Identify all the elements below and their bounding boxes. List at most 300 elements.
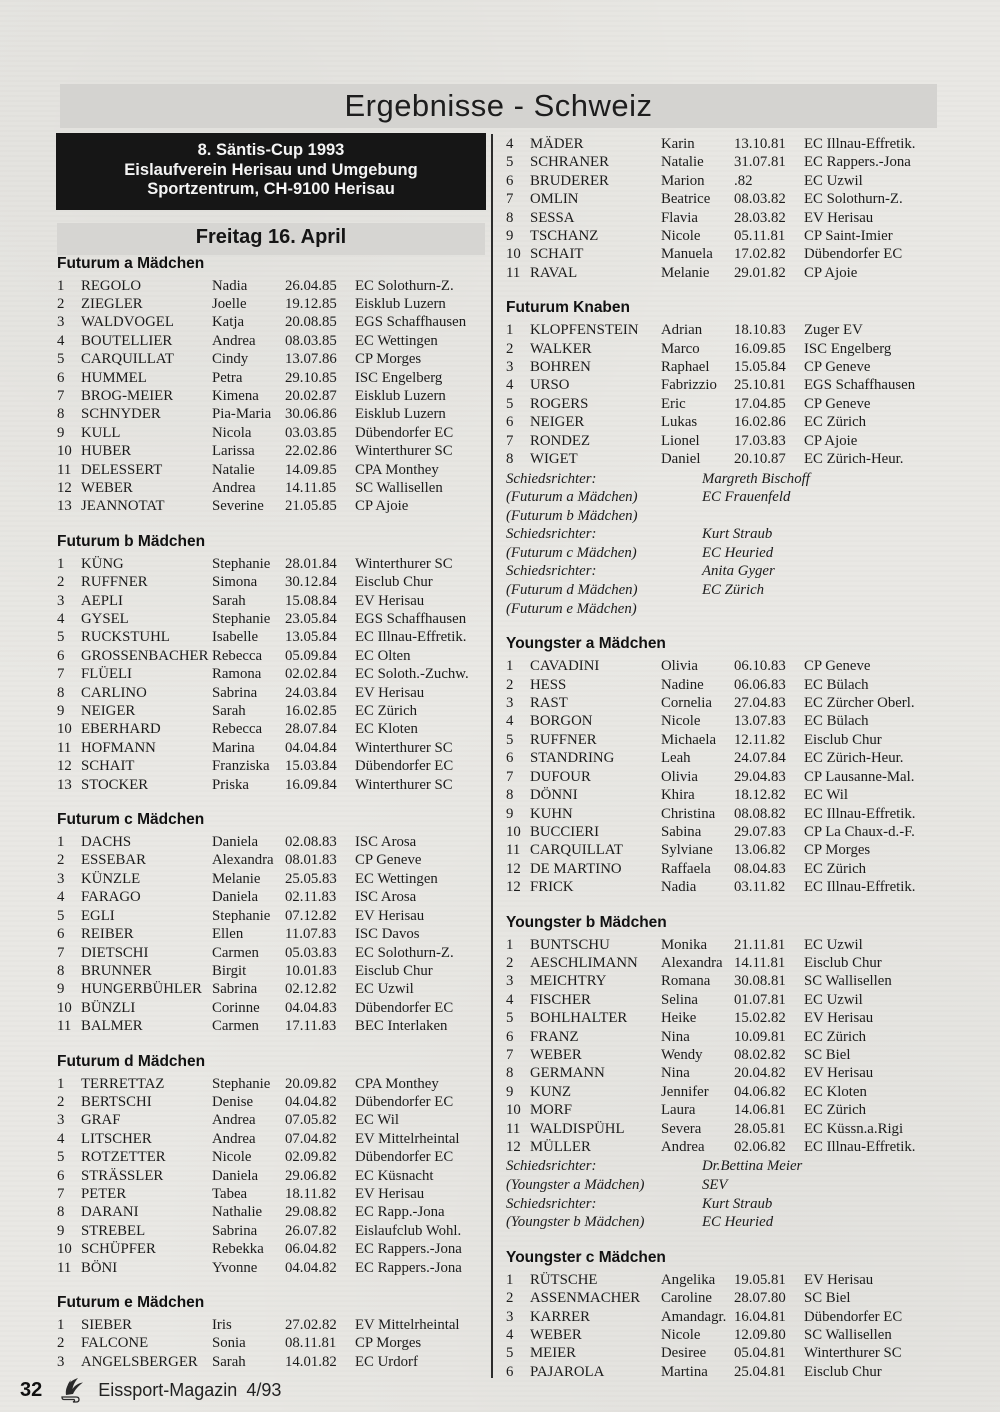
cell-rank: 3 [57,592,65,609]
result-row [57,277,485,295]
right-blocks [506,135,958,1381]
cell-rank: 11 [57,461,72,478]
result-section [57,1294,485,1371]
cell-club: SC Biel [804,1290,851,1307]
cell-surname: DELESSERT [81,461,163,478]
cell-surname: DARANI [81,1204,139,1221]
cell-rank: 9 [506,805,514,822]
cell-rank: 7 [57,1185,65,1202]
cell-club: EV Herisau [804,1010,874,1027]
result-row [57,1017,485,1035]
cell-rank: 9 [57,424,65,441]
cell-firstname: Rebecca [212,647,263,664]
cell-firstname: Amandagr. [661,1308,727,1325]
cell-firstname: Iris [212,1317,232,1333]
cell-rank: 11 [57,739,72,756]
result-row [506,823,958,841]
cell-firstname: Cindy [212,351,249,368]
cell-rank: 5 [506,395,514,412]
cell-club: EV Herisau [804,209,874,226]
cell-club: Eisclub Chur [355,962,433,979]
cell-club: Eisclub Chur [804,954,882,971]
cell-club: EC Wil [355,1112,399,1129]
result-row [57,1148,485,1166]
cell-birthdate: 18.12.82 [734,787,786,804]
result-row [57,461,485,479]
result-section [506,135,958,282]
cell-birthdate: 05.11.81 [734,228,786,245]
official-label: Schiedsrichter: [506,470,597,487]
result-row [57,573,485,591]
cell-rank: 12 [506,879,521,896]
official-value: Margreth Bischoff [702,470,810,487]
cell-club: EC Solothurn-Z. [804,191,903,208]
cell-birthdate: 05.04.81 [734,1345,786,1362]
result-row [57,424,485,442]
cell-birthdate: 26.04.85 [285,277,337,294]
cell-firstname: Denise [212,1093,254,1110]
cell-surname: LITSCHER [81,1130,152,1147]
cell-firstname: Severine [212,498,264,515]
cell-birthdate: .82 [734,172,753,189]
cell-birthdate: 28.01.84 [285,555,337,572]
cell-firstname: Rebekka [212,1241,264,1258]
cell-surname: CAVADINI [530,658,600,675]
cell-rank: 1 [57,834,65,851]
result-row [57,592,485,610]
cell-rank: 2 [57,295,65,312]
cell-surname: SCHRANER [530,154,609,171]
right-column [493,134,1000,1378]
cell-birthdate: 17.03.83 [734,432,786,449]
cell-club: Winterthurer SC [804,1345,902,1362]
section-title: Futurum d Mädchen [57,1052,206,1070]
cell-birthdate: 14.01.82 [285,1353,337,1370]
cell-rank: 4 [506,136,514,152]
official-label: (Futurum b Mädchen) [506,507,638,524]
cell-surname: GRAF [81,1112,121,1129]
result-row [506,749,958,767]
cell-rank: 1 [57,555,65,572]
result-section [57,533,485,794]
result-row [506,340,958,358]
cell-club: EC Küsnacht [355,1167,434,1184]
cell-rank: 10 [506,246,521,263]
cell-firstname: Romana [661,973,711,990]
cell-rank: 1 [57,277,65,294]
cell-rank: 5 [506,731,514,748]
cell-club: Dübendorfer EC [804,246,903,263]
cell-rank: 3 [57,870,65,887]
cell-birthdate: 25.10.81 [734,377,786,394]
cell-club: Eisclub Chur [804,731,882,748]
cell-birthdate: 07.05.82 [285,1112,337,1129]
cell-surname: BOUTELLIER [81,332,173,349]
cell-birthdate: 13.05.84 [285,629,337,646]
cell-surname: RONDEZ [530,432,591,449]
result-row [506,878,958,896]
result-row [506,1326,958,1344]
cell-firstname: Manuela [661,246,713,263]
cell-birthdate: 10.09.81 [734,1028,786,1045]
cell-firstname: Nicole [661,713,701,730]
cell-surname: SCHÜPFER [81,1241,156,1258]
cell-surname: HOFMANN [81,739,156,756]
cell-club: Eisklub Luzern [355,295,446,312]
cell-birthdate: 14.06.81 [734,1102,786,1119]
cell-firstname: Sabrina [212,1222,258,1239]
result-section [506,635,958,896]
cell-rank: 1 [57,1075,65,1092]
cell-surname: WALKER [530,340,592,357]
result-row [506,860,958,878]
cell-rank: 11 [506,842,521,859]
cell-birthdate: 06.06.83 [734,676,786,693]
cell-club: Dübendorfer EC [355,424,454,441]
cell-club: EC Illnau-Effretik. [804,879,916,896]
cell-firstname: Nicole [661,1327,701,1343]
result-row [506,135,958,153]
cell-surname: WIGET [530,451,578,468]
cell-surname: BUNTSCHU [530,936,610,953]
cell-firstname: Andrea [212,479,256,496]
cell-birthdate: 25.05.83 [285,870,337,887]
cell-birthdate: 17.11.83 [285,1018,337,1035]
cell-rank: 10 [57,721,72,738]
official-line [506,488,958,507]
cell-club: Winterthurer SC [355,776,453,793]
cell-birthdate: 07.12.82 [285,907,337,924]
cell-club: Eisklub Luzern [355,387,446,404]
cell-firstname: Sonia [212,1335,246,1352]
cell-surname: KULL [81,424,121,441]
cell-firstname: Marina [212,739,255,756]
official-line [506,1176,958,1195]
result-row [57,888,485,906]
cell-rank: 2 [57,574,65,591]
cell-birthdate: 17.02.82 [734,246,786,263]
cell-surname: TERRETTAZ [81,1075,165,1092]
cell-birthdate: 13.06.82 [734,842,786,859]
cell-firstname: Carmen [212,944,259,961]
cell-surname: HESS [530,676,567,693]
result-row [57,1167,485,1185]
result-row [506,1308,958,1326]
page-title [60,84,937,128]
cell-rank: 2 [506,340,514,357]
cell-club: EC Rapp.-Jona [355,1204,445,1221]
cell-surname: STOCKER [81,776,149,793]
cell-birthdate: 08.11.81 [285,1335,337,1352]
cell-birthdate: 02.12.82 [285,981,337,998]
cell-firstname: Nathalie [212,1204,263,1221]
result-row [506,786,958,804]
cell-club: CP Saint-Imier [804,228,893,245]
cell-rank: 5 [506,1345,514,1362]
cell-club: ISC Arosa [355,889,417,906]
cell-rank: 2 [57,852,65,869]
cell-birthdate: 17.04.85 [734,395,786,412]
cell-firstname: Nicole [212,1149,252,1166]
cell-firstname: Flavia [661,209,698,226]
result-row [57,1185,485,1203]
cell-birthdate: 28.07.84 [285,721,337,738]
cell-club: EC Rappers.-Jona [355,1259,462,1276]
cell-surname: TSCHANZ [530,228,599,245]
cell-rank: 7 [57,387,65,404]
skate-wing-icon [56,1377,86,1404]
cell-surname: DE MARTINO [530,860,622,877]
cell-firstname: Eric [661,395,686,412]
official-value [702,507,958,526]
cell-club: Zuger EV [804,322,863,339]
cell-surname: MEIER [530,1345,577,1362]
cell-club: ISC Engelberg [355,369,443,386]
result-row [57,962,485,980]
cell-firstname: Selina [661,991,698,1008]
result-row [506,190,958,208]
cell-surname: ASSENMACHER [530,1290,641,1307]
section-title: Youngster b Mädchen [506,913,667,931]
results-content [0,134,1000,1378]
official-line [506,507,958,526]
date-heading-text: Freitag 16. April [195,225,347,248]
cell-firstname: Kimena [212,387,259,404]
event-title: 8. Säntis-Cup 1993 [197,141,345,159]
result-section [57,811,485,1035]
cell-club: EC Illnau-Effretik. [355,629,467,646]
cell-surname: WALDISPÜHL [530,1120,625,1137]
cell-rank: 10 [506,823,521,840]
cell-birthdate: 08.03.85 [285,332,337,349]
cell-surname: SESSA [530,209,575,226]
cell-club: Winterthurer SC [355,443,453,460]
cell-surname: NEIGER [530,414,585,431]
result-section [506,1249,958,1381]
date-heading [57,223,485,255]
officials-block [506,1157,958,1231]
cell-firstname: Adrian [661,322,703,339]
cell-birthdate: 16.02.86 [734,414,786,431]
cell-firstname: Priska [212,776,249,793]
cell-firstname: Desiree [661,1345,707,1362]
cell-firstname: Nadia [661,879,697,896]
cell-firstname: Daniela [212,889,259,906]
cell-club: EC Zürcher Oberl. [804,695,915,712]
cell-birthdate: 16.09.85 [734,340,786,357]
result-row [506,227,958,245]
official-label: Schiedsrichter: [506,526,597,543]
cell-birthdate: 04.06.82 [734,1083,786,1100]
cell-firstname: Franziska [212,758,270,775]
cell-rank: 6 [57,926,65,943]
cell-birthdate: 06.04.82 [285,1241,337,1258]
cell-club: CPA Monthey [355,461,439,478]
cell-birthdate: 14.11.85 [285,479,337,496]
result-row [506,264,958,282]
cell-birthdate: 13.07.86 [285,351,337,368]
cell-firstname: Marco [661,340,700,357]
result-row [57,1240,485,1258]
result-row [506,1046,958,1064]
cell-firstname: Joelle [212,295,247,312]
cell-birthdate: 21.05.85 [285,498,337,515]
cell-birthdate: 13.10.81 [734,136,786,152]
official-label: (Futurum c Mädchen) [506,544,637,561]
cell-surname: AEPLI [81,592,123,609]
cell-club: EC Illnau-Effretik. [804,805,916,822]
cell-rank: 5 [506,1010,514,1027]
cell-club: EC Wettingen [355,870,438,887]
cell-birthdate: 23.05.84 [285,611,337,627]
cell-firstname: Isabelle [212,629,259,646]
cell-firstname: Alexandra [212,852,274,869]
cell-rank: 7 [57,944,65,961]
official-line [506,1195,958,1214]
cell-birthdate: 20.10.87 [734,451,786,468]
cell-surname: FLÜELI [81,666,132,683]
result-row [57,1222,485,1240]
cell-club: EV Herisau [355,1185,425,1202]
official-line [506,525,958,544]
cell-birthdate: 14.09.85 [285,461,337,478]
left-sections [57,255,485,1372]
cell-firstname: Andrea [212,332,256,349]
cell-birthdate: 19.05.81 [734,1271,786,1288]
official-value: Kurt Straub [702,1195,773,1212]
cell-surname: BALMER [81,1018,143,1035]
cell-birthdate: 28.07.80 [734,1290,786,1307]
result-row [57,907,485,925]
cell-surname: ROGERS [530,395,589,412]
cell-birthdate: 27.04.83 [734,695,786,712]
cell-club: EGS Schaffhausen [804,377,916,394]
cell-club: EC Uzwil [804,172,863,189]
cell-firstname: Olivia [661,768,698,785]
result-row [506,954,958,972]
section-title: Futurum b Mädchen [57,532,206,550]
cell-club: CP Lausanne-Mal. [804,768,915,785]
cell-club: CP Ajoie [804,432,858,449]
cell-surname: BROG-MEIER [81,387,174,404]
result-row [57,647,485,665]
cell-firstname: Corinne [212,999,260,1016]
cell-firstname: Lukas [661,414,698,431]
section-title: Futurum c Mädchen [57,811,205,829]
cell-surname: DUFOUR [530,768,591,785]
cell-club: EC Zürich [804,1102,867,1119]
cell-birthdate: 13.07.83 [734,713,786,730]
result-row [57,1334,485,1352]
cell-firstname: Melanie [661,264,710,281]
cell-firstname: Stephanie [212,1075,271,1092]
cell-club: EV Herisau [355,684,425,701]
cell-club: EGS Schaffhausen [355,314,467,331]
result-row [506,936,958,954]
left-column [0,134,493,1378]
result-row [506,731,958,749]
result-row [57,555,485,573]
cell-birthdate: 20.09.82 [285,1075,337,1092]
event-organizer: Eislaufverein Herisau und Umgebung [124,160,418,179]
cell-club: Eisclub Chur [355,574,433,591]
cell-rank: 6 [57,1167,65,1184]
cell-club: Dübendorfer EC [355,758,454,775]
cell-rank: 5 [57,351,65,368]
cell-rank: 1 [506,322,514,339]
cell-club: Eisklub Luzern [355,406,446,423]
result-row [506,395,958,413]
cell-club: EGS Schaffhausen [355,611,467,627]
cell-club: EC Illnau-Effretik. [804,136,916,152]
cell-club: EC Uzwil [804,991,863,1008]
cell-firstname: Rebecca [212,721,263,738]
cell-surname: KARRER [530,1308,591,1325]
cell-club: EC Zürich [804,860,867,877]
cell-birthdate: 29.06.82 [285,1167,337,1184]
cell-surname: BORGON [530,713,593,730]
cell-birthdate: 29.04.83 [734,768,786,785]
cell-surname: BÜNZLI [81,999,136,1016]
cell-rank: 3 [506,1308,514,1325]
cell-surname: REIBER [81,926,134,943]
cell-surname: RUFFNER [530,731,597,748]
cell-birthdate: 18.11.82 [285,1185,337,1202]
cell-firstname: Stephanie [212,611,271,627]
cell-birthdate: 31.07.81 [734,154,786,171]
cell-surname: DACHS [81,834,132,851]
official-value [702,600,958,619]
cell-rank: 4 [506,713,514,730]
cell-surname: WALDVOGEL [81,314,174,331]
cell-rank: 9 [57,1222,65,1239]
result-row [506,1344,958,1362]
cell-rank: 7 [506,432,514,449]
cell-surname: WEBER [530,1327,582,1343]
official-label: (Futurum e Mädchen) [506,600,637,617]
page-number: 32 [20,1379,43,1401]
result-row [506,1363,958,1381]
cell-surname: KÜNG [81,555,124,572]
cell-rank: 4 [57,332,65,349]
cell-firstname: Sarah [212,592,246,609]
result-row [57,757,485,775]
cell-firstname: Alexandra [661,954,723,971]
cell-birthdate: 30.06.86 [285,406,337,423]
result-row [506,1289,958,1307]
cell-birthdate: 18.10.83 [734,322,786,339]
cell-club: EC Rappers.-Jona [355,1241,462,1258]
official-value: SEV [702,1177,728,1193]
cell-club: EC Rappers.-Jona [804,154,911,171]
cell-surname: JEANNOTAT [81,498,165,515]
cell-surname: KÜNZLE [81,870,141,887]
official-value: Dr.Bettina Meier [702,1158,803,1175]
cell-firstname: Yvonne [212,1259,258,1276]
cell-rank: 8 [506,451,514,468]
cell-birthdate: 06.10.83 [734,658,786,675]
cell-club: Winterthurer SC [355,555,453,572]
result-row [506,991,958,1009]
cell-club: CP Morges [355,1335,422,1352]
cell-firstname: Daniel [661,451,701,468]
cell-firstname: Olivia [661,658,698,675]
result-row [506,1138,958,1156]
cell-surname: GERMANN [530,1065,605,1082]
cell-surname: ANGELSBERGER [81,1353,198,1370]
cell-birthdate: 20.02.87 [285,387,337,404]
result-row [57,833,485,851]
